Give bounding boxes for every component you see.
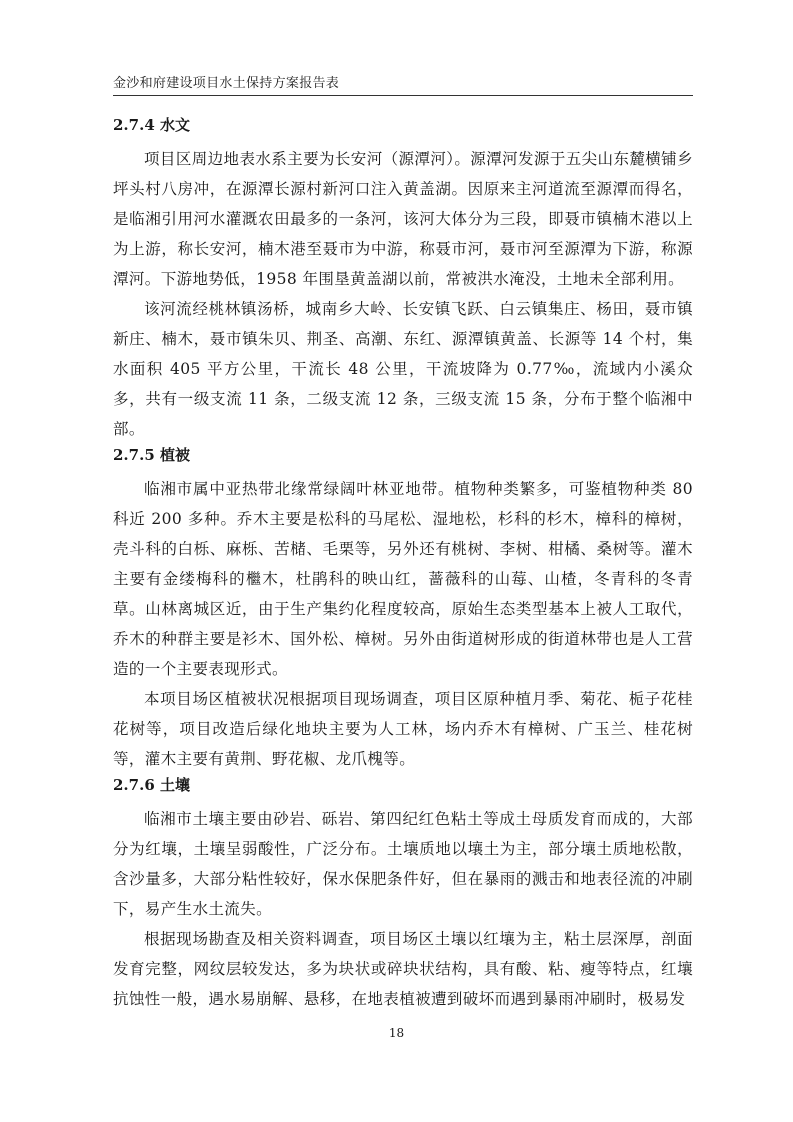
section-heading-hydrology: 2.7.4 水文	[113, 116, 190, 134]
paragraph-soil-2: 根据现场勘查及相关资料调查，项目场区土壤以红壤为主，粘土层深厚，剖面发育完整，网纹层较发达，多为块状或碎块状结构，具有酸、粘、瘦等特点，红壤抗蚀性一般，遇水易崩解、悬移，在地表植被遭到破坏而遇到暴雨冲刷时，极易发	[113, 930, 693, 1008]
header-rule	[113, 95, 693, 96]
section-heading-soil: 2.7.6 土壤	[113, 776, 190, 794]
paragraph-hydrology-1: 项目区周边地表水系主要为长安河（源潭河）。源潭河发源于五尖山东麓横铺乡坪头村八房冲，在源潭长源村新河口注入黄盖湖。因原来主河道流至源潭而得名，是临湘引用河水灌溉农田最多的一条河，该河大体分为三段，即聂市镇楠木港以上为上游，称长安河，楠木港至聂市为中游，称聂市河，聂市河至源潭为下游，称源潭河。下游地势低，1958 年围垦黄盖湖以前，常被洪水淹没，土地未全部利用。	[113, 150, 693, 288]
paragraph-vegetation-2: 本项目场区植被状况根据项目现场调查，项目区原种植月季、菊花、栀子花桂花树等，项目改造后绿化地块主要为人工林，场内乔木有樟树、广玉兰、桂花树等，灌木主要有黄荆、野花椒、龙爪槐等。	[113, 690, 693, 768]
paragraph-vegetation-1: 临湘市属中亚热带北缘常绿阔叶林亚地带。植物种类繁多，可鉴植物种类 80 科近 200 多种。乔木主要是松科的马尾松、湿地松，杉科的杉木，樟科的樟树，壳斗科的白栎、麻栎、苦槠、毛栗等，另外还有桃树、李树、柑橘、桑树等。灌木主要有金缕梅科的檵木，杜鹃科的映山红，蔷薇科的山莓、山楂，冬青科的冬青草。山林离城区近，由于生产集约化程度较高，原始生态类型基本上被人工取代，乔木的种群主要是衫木、国外松、樟树。另外由街道树形成的街道林带也是人工营造的一个主要表现形式。	[113, 480, 693, 678]
paragraph-hydrology-2: 该河流经桃林镇汤桥，城南乡大岭、长安镇飞跃、白云镇集庄、杨田，聂市镇新庄、楠木，聂市镇朱贝、荆圣、高潮、东红、源潭镇黄盖、长源等 14 个村，集水面积 405 平方公里，干流长 48 公里，干流坡降为 0.77‰，流域内小溪众多，共有一级支流 11 条，二级支流 12 条，三级支流 15 条，分布于整个临湘中部。	[113, 300, 693, 438]
document-body	[113, 114, 693, 1014]
page-number: 18	[388, 1026, 405, 1040]
paragraph-soil-1: 临湘市土壤主要由砂岩、砾岩、第四纪红色粘土等成土母质发育而成的，大部分为红壤，土壤呈弱酸性，广泛分布。土壤质地以壤土为主，部分壤土质地松散，含沙量多，大部分粘性较好，保水保肥条件好，但在暴雨的溅击和地表径流的冲刷下，易产生水土流失。	[113, 810, 693, 918]
section-heading-vegetation: 2.7.5 植被	[113, 446, 190, 464]
page-header: 金沙和府建设项目水土保持方案报告表	[113, 76, 340, 91]
